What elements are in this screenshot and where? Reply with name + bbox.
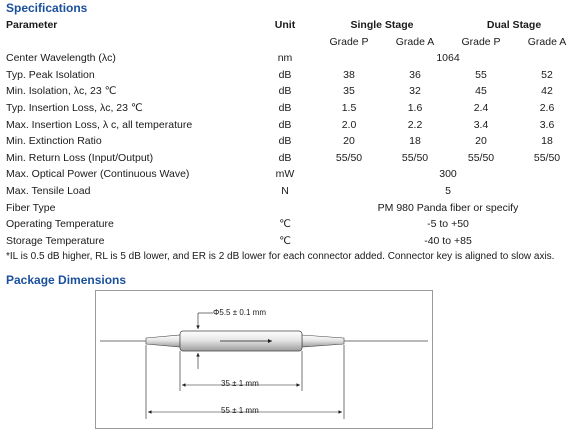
right-boot: [302, 335, 344, 347]
parameter-cell: Min. Isolation, λc, 23 ℃: [6, 85, 117, 98]
grade-header: Grade A: [527, 35, 567, 48]
grade-header: Grade P: [329, 35, 369, 48]
value-cell: 18: [541, 135, 553, 148]
value-cell: 55/50: [335, 151, 363, 164]
value-cell: 55/50: [401, 151, 429, 164]
value-cell-span: -5 to +50: [427, 218, 469, 231]
value-cell: 42: [541, 85, 553, 98]
table-row: [6, 150, 580, 167]
table-row: [6, 83, 580, 100]
value-cell: 55: [475, 68, 487, 81]
value-cell: 2.6: [539, 101, 555, 114]
value-cell: 1.5: [341, 101, 357, 114]
parameter-cell: Min. Return Loss (Input/Output): [6, 151, 154, 164]
table-row: [6, 166, 580, 183]
table-row: [6, 233, 580, 250]
table-row: [6, 216, 580, 233]
value-cell: 45: [475, 85, 487, 98]
value-cell: 55/50: [533, 151, 561, 164]
value-cell-span: 5: [445, 184, 451, 197]
dual-stage-header: Dual Stage: [486, 19, 542, 31]
unit-cell: dB: [278, 151, 292, 164]
parameter-cell: Typ. Insertion Loss, λc, 23 ℃: [6, 101, 143, 114]
parameter-cell: Max. Optical Power (Continuous Wave): [6, 168, 190, 181]
parameter-cell: Center Wavelength (λc): [6, 52, 116, 65]
value-cell: 35: [343, 85, 355, 98]
value-cell: 2.4: [473, 101, 489, 114]
unit-column-header: Unit: [274, 19, 296, 31]
value-cell: 20: [343, 135, 355, 148]
specifications-heading: Specifications: [6, 1, 88, 15]
value-cell: 36: [409, 68, 421, 81]
parameter-cell: Typ. Peak Isolation: [6, 68, 95, 81]
grade-header-row: [6, 34, 580, 51]
table-row: [6, 133, 580, 150]
unit-cell: nm: [277, 52, 293, 65]
unit-cell: N: [281, 184, 289, 197]
parameter-cell: Operating Temperature: [6, 218, 114, 231]
parameter-cell: Max. Tensile Load: [6, 184, 91, 197]
value-cell: 38: [343, 68, 355, 81]
table-header-row: [6, 17, 580, 34]
unit-cell: dB: [278, 68, 292, 81]
value-cell-span: PM 980 Panda fiber or specify: [377, 201, 519, 214]
parameter-column-header: Parameter: [6, 19, 58, 31]
diameter-label: Φ5.5 ± 0.1 mm: [213, 308, 267, 317]
specifications-body: [6, 50, 580, 249]
total-length-label: 55 ± 1 mm: [221, 406, 259, 415]
parameter-cell: Min. Extinction Ratio: [6, 135, 102, 148]
unit-cell: mW: [275, 168, 295, 181]
table-row: [6, 67, 580, 84]
value-cell: 32: [409, 85, 421, 98]
parameter-cell: Fiber Type: [6, 201, 56, 214]
specifications-table: [6, 17, 580, 249]
parameter-cell: Storage Temperature: [6, 234, 105, 247]
footnote: *IL is 0.5 dB higher, RL is 5 dB lower, and ER is 2 dB lower for each connector added. Connector key is aligned to slow axis.: [6, 251, 555, 262]
value-cell: 3.4: [473, 118, 489, 131]
unit-cell: dB: [278, 135, 292, 148]
unit-cell: [254, 200, 316, 217]
grade-header: Grade P: [461, 35, 501, 48]
table-row: [6, 200, 580, 217]
package-diagram: [95, 290, 433, 429]
table-row: [6, 117, 580, 134]
value-cell: 1.6: [407, 101, 423, 114]
value-cell: 52: [541, 68, 553, 81]
single-stage-header: Single Stage: [350, 19, 414, 31]
table-row: [6, 50, 580, 67]
body-length-label: 35 ± 1 mm: [221, 379, 259, 388]
value-cell: 3.6: [539, 118, 555, 131]
value-cell-span: -40 to +85: [424, 234, 472, 247]
blank-header-cell: [254, 34, 316, 51]
value-cell: 55/50: [467, 151, 495, 164]
left-boot: [146, 335, 180, 347]
value-cell-span: 1064: [436, 52, 460, 65]
value-cell: 2.2: [407, 118, 423, 131]
table-row: [6, 183, 580, 200]
value-cell: 18: [409, 135, 421, 148]
parameter-cell: Max. Insertion Loss, λ c, all temperature: [6, 118, 193, 131]
value-cell: 20: [475, 135, 487, 148]
value-cell-span: 300: [439, 168, 457, 181]
unit-cell: dB: [278, 85, 292, 98]
unit-cell: ℃: [279, 234, 291, 247]
value-cell: 2.0: [341, 118, 357, 131]
grade-header: Grade A: [395, 35, 435, 48]
table-row: [6, 100, 580, 117]
unit-cell: dB: [278, 101, 292, 114]
unit-cell: ℃: [279, 218, 291, 231]
unit-cell: dB: [278, 118, 292, 131]
blank-header-cell: [6, 34, 254, 51]
package-dimensions-heading: Package Dimensions: [6, 273, 127, 287]
